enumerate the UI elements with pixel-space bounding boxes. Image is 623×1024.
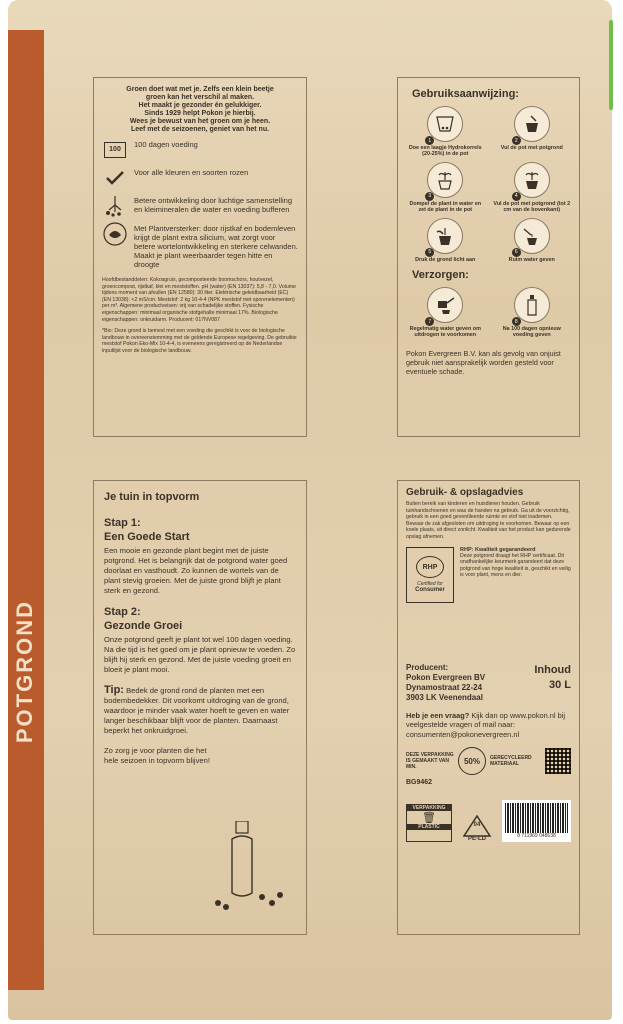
qr-code[interactable] (545, 748, 571, 774)
garden-title: Je tuin in topvorm (104, 491, 200, 503)
email-link[interactable]: consumenten@pokonevergreen.nl (406, 729, 520, 739)
step-caption: Druk de grond licht aan (415, 256, 476, 263)
calendar-icon (102, 140, 128, 160)
step-number: 4 (512, 192, 521, 201)
producer-street: Dynamostraat 22-24 (406, 682, 483, 692)
packaging-box (406, 804, 452, 842)
usage-steps (406, 106, 571, 263)
closing-text: Zo zorg je voor planten die het hele seizoen in topvorm blijven! (104, 746, 210, 765)
intro-line: Groen doet wat met je. Zelfs een klein beetje (126, 86, 274, 93)
step2-title: Gezonde Groei (104, 620, 183, 632)
recycle-symbol (462, 814, 492, 842)
calendar-days: 100 (104, 142, 126, 158)
feature-text: Met Plantversterker: door rijstkaf en bodemleven krijgt de plant extra silicium, wat zorgt voor betere wortelontwikkeling en sterkere celwanden. Maakt je plant weerbaarder tegen hitte en droogte (134, 224, 298, 269)
bottle-illustration (214, 821, 294, 916)
step-caption: Dompel de plant in water en zet de plant in de pot (409, 200, 482, 214)
step-caption: Na 100 dagen opnieuw voeding geven (502, 326, 561, 339)
step1-text: Een mooie en gezonde plant begint met de juiste potgrond. Het is belangrijk dat de potgrond water goed doorlaat en vasthoudt. Zo kunnen de wortels van de plant stevig groeien. Met de juiste grond blijft je plant sterk en gezond. (104, 546, 288, 595)
feature-text: Betere ontwikkeling door luchtige samenstelling en kleimineralen die water en voeding bufferen (134, 196, 293, 214)
press-soil-icon (427, 218, 463, 254)
barcode (505, 803, 568, 833)
usage-title: Gebruiksaanwijzing: (412, 88, 519, 100)
producer-name: Pokon Evergreen BV (406, 672, 486, 682)
pot-icon (427, 106, 463, 142)
intro-line: Sinds 1929 helpt Pokon je hierbij. (144, 110, 256, 117)
barcode-box (502, 800, 571, 842)
bin-icon: 🗑 (422, 812, 436, 825)
recycled-left: DEZE VERPAKKING IS GEMAAKT VAN MIN. (406, 752, 454, 771)
feature-row (102, 224, 298, 269)
side-stripe (8, 30, 44, 990)
question-block (406, 711, 571, 740)
fill-pot-icon (514, 106, 550, 142)
batch-code: BG9462 (406, 779, 433, 787)
rhp-logo (406, 547, 454, 603)
product-info-panel (93, 77, 307, 437)
question-text: Kijk dan op www.pokon.nl bij veelgestelde vragen of mail naar: (406, 710, 565, 730)
step-number: 8 (512, 317, 521, 326)
step-number: 2 (512, 136, 521, 145)
tip-label: Tip: (104, 684, 124, 696)
plant-booster-icon (102, 224, 128, 244)
side-strip-text: POTGROND (12, 600, 37, 744)
advice-text: Buiten bereik van kinderen en huisdieren houden. Gebruik tuinhandschoenen en was de handen na gebruik. Ga uit de voorzichtig, gebruik in een goed geventileerde ruimte en stof niet inademen. Bewaar de zak afgesloten om uitdroging te voorkomen. Bewaar op een koele plaats, uit direct zonlicht. Kwaliteit van het product kan gedurende opslag afnemen. (406, 501, 571, 540)
ingredients-text: Hoofdbestanddelen: Kokosgruis, gecomposteerde boomschors, houtvezel, groencompost, rijstkaf, klei en meststoffen. pH (water) (EN 13037): 5,8 - 7,0. Volume tijdens moment van afvullen (EN 12580): 30 liter. Elektrische geleidbaarheid (EC) (EN 13038): <2 mS/cm. Meststof: 2 kg 10-4-4 (NPK meststof met sporenelementen) per m³. Algemene productveisen: vrij van schadelijke stoffen. Fysische eigenschappen: minimaal organische stofgehalte minimaal 17%. Biologische eigenschappen: onkruidarm. Producent: 017NV087 (102, 277, 296, 323)
tip-text: Bedek de grond rond de planten met een bodembedekker. Dit voorkomt uitdroging van de grond, waardoor je minder vaak water hoeft te geven en water langer beschikbaar blijft voor de planten. Daarnaast beperkt het onkruidgroei. (104, 686, 290, 735)
feature-row (102, 196, 298, 216)
rhp-mark: RHP (416, 556, 444, 578)
usage-step (493, 218, 572, 263)
barcode-number: 8 711969 048638 (517, 833, 556, 840)
content-label: Inhoud (534, 663, 571, 676)
potted-plant-icon (514, 162, 550, 198)
step-caption: Regelmatig water geven om uitdrogen te voorkomen (409, 326, 481, 339)
rhp-block (406, 547, 571, 603)
step-number: 3 (425, 192, 434, 201)
step-caption: Doe een laagje Hydrokorrels (20-25%) in de pot (408, 145, 482, 158)
feature-text: Voor alle kleuren en soorten rozen (134, 168, 249, 177)
intro-line: Het maakt je gezonder én gelukkiger. (138, 102, 262, 109)
roots-icon (102, 196, 128, 216)
usage-step (406, 106, 485, 158)
recycled-percent: 50% (458, 747, 486, 775)
feature-row (102, 140, 298, 160)
care-title: Verzorgen: (412, 269, 469, 282)
green-edge (609, 20, 613, 110)
tip-paragraph (104, 685, 296, 736)
content-value: 30 L (548, 678, 571, 691)
disclaimer: Pokon Evergreen B.V. kan als gevolg van onjuist gebruik niet aansprakelijk worden gesteld voor eventuele schade. (406, 348, 561, 376)
question-bold: Heb je een vraag? (406, 710, 470, 720)
rhp-text: Deze potgrond draagt het RHP certificaat. Dit onafhankelijke keurmerk garandeert dat deze potgrond van hoge kwaliteit is, geschikt en veilig is voor plant, mens en dier. (460, 552, 571, 579)
advice-title: Gebruik- & opslagadvies (406, 487, 524, 498)
usage-step (493, 106, 572, 158)
checkmark-icon (102, 168, 128, 188)
intro-line: Wees je bewust van het groen om je heen. (129, 118, 271, 125)
usage-panel (397, 77, 580, 437)
care-step (406, 287, 485, 339)
step-number: 7 (425, 317, 434, 326)
producer-city: 3903 LK Veenendaal (406, 692, 483, 702)
step2-text: Onze potgrond geeft je plant tot wel 100 dagen voeding. Na die tijd is het goed om je plant opnieuw te voeden. Zo blijft hij sterk en gezond. Met de juiste voeding groeit en bloeit je plant mooi. (104, 635, 296, 674)
watering-icon (514, 218, 550, 254)
step-caption: Vul de pot met potgrond (tot 2 cm van de bovenkant) (493, 200, 571, 214)
watering-can-icon (427, 287, 463, 323)
step1-title: Een Goede Start (104, 531, 190, 543)
packaging-material: PLASTIC (407, 824, 451, 830)
step-number: 5 (425, 248, 434, 257)
packaging-label: VERPAKKING (407, 805, 451, 811)
feature-text: 100 dagen voeding (134, 140, 198, 149)
garden-panel (93, 480, 307, 935)
intro-line: groen kan het verschil al maken. (145, 94, 255, 101)
usage-step (406, 218, 485, 263)
rhp-title: RHP: Kwaliteit gegarandeerd (460, 546, 536, 553)
recycle-name: PE-LD (468, 836, 486, 843)
step2-label: Stap 2: (104, 606, 141, 618)
producer-block (406, 663, 571, 703)
advice-panel (397, 480, 580, 935)
fertilizer-bottle-icon (514, 287, 550, 323)
recycle-info (406, 747, 571, 775)
plant-in-water-icon (427, 162, 463, 198)
usage-step (493, 162, 572, 214)
step-caption: Ruim water geven (508, 256, 555, 263)
usage-step (406, 162, 485, 214)
rhp-sub: Certified for (417, 581, 443, 588)
intro-text (102, 86, 298, 134)
step-number: 1 (425, 136, 434, 145)
step1-label: Stap 1: (104, 517, 141, 529)
care-step (493, 287, 572, 339)
feature-row (102, 168, 298, 188)
producer-label: Producent: (406, 662, 449, 672)
bio-text: *Bio: Deze grond is bemest met een voeding die geschikt is voor de biologische landbouw in overeenstemming met de geldende Europese regelgeving. De gebruikte meststof Pokon Eko-Mix 10-4-4, is eveneens geregistreerd op de Nederlandse inputlijst voor de biologische landbouw. (102, 328, 297, 354)
care-steps (406, 287, 571, 339)
recycle-code: 04 (473, 822, 481, 829)
step-number: 6 (512, 248, 521, 257)
intro-line: Leef met de seizoenen, geniet van het nu. (130, 126, 270, 133)
packaging-row (406, 800, 571, 842)
step-caption: Vul de pot met potgrond (500, 145, 563, 151)
recycled-right: GERECYCLEERD MATERIAAL (490, 755, 532, 768)
rhp-consumer: Consumer (415, 587, 445, 594)
